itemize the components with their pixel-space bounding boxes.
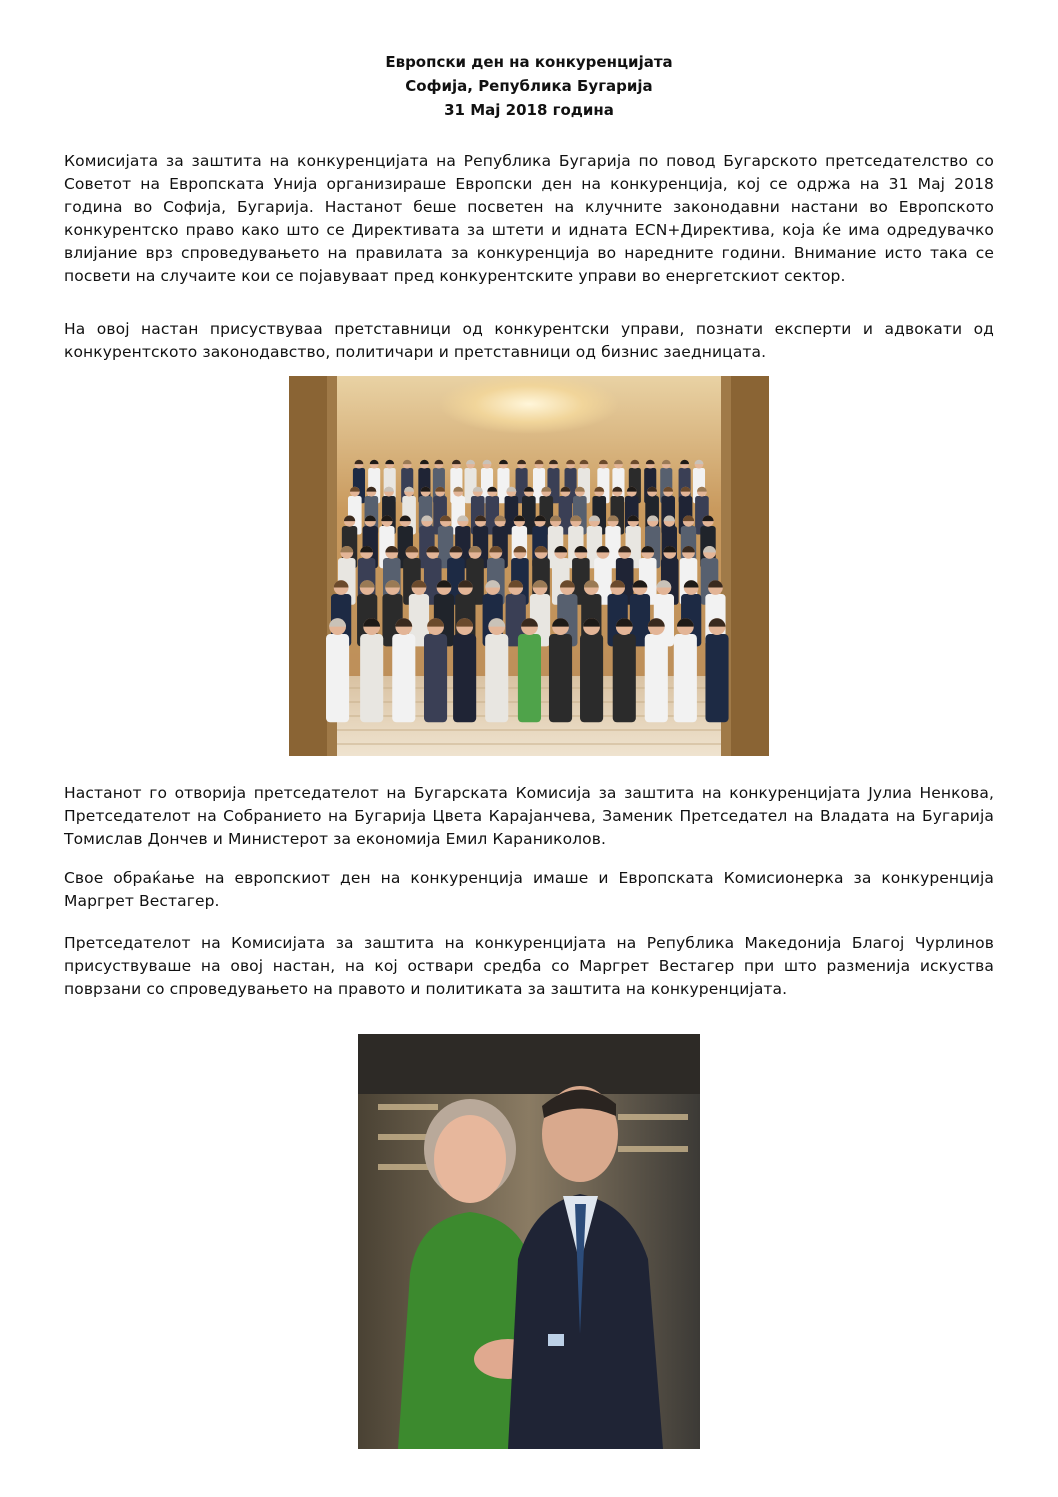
title-line-location: Софија, Република Бугарија xyxy=(405,77,653,95)
document-title-block xyxy=(0,50,1058,122)
title-line-date: 31 Мај 2018 година xyxy=(444,101,614,119)
paragraph-meeting: Претседателот на Комисијата за заштита на конкуренцијата на Република Македонија Благој Чурлинов присуствуваше на овој настан, на кој оствари средба со Маргрет Вестагер при што разменија искуства поврзани со спроведувањето на правото и политиката за заштита на конкуренцијата. xyxy=(64,934,994,998)
paragraph-attendees: На овој настан присуствуваа претставници од конкурентски управи, познати експерти и адвокати од конкурентското законодавство, политичари и претставници од бизнис заедницата. xyxy=(64,320,994,361)
group-photo xyxy=(289,376,769,756)
paragraph-commissioner: Свое обраќање на европскиот ден на конкуренција имаше и Европската Комисионерка за конкуренција Маргрет Вестагер. xyxy=(64,869,994,910)
portrait-photo xyxy=(358,1034,700,1449)
paragraph-intro: Комисијата за заштита на конкуренцијата на Република Бугарија по повод Бугарското претседателство со Советот на Европската Унија организираше Европски ден на конкуренција, кој се одржа на 31 Мај 2018 година во Софија, Бугарија. Настанот беше посветен на клучните законодавни настани во Европското конкурентско право како што се Директивата за штети и идната ECN+Директива, која ќе има одредувачко влијание врз спроведувањето на правилата за конкуренција во наредните години. Внимание исто така се посвети на случаите кои се појавуваат пред конкурентските управи во енергетскиот сектор. xyxy=(64,152,994,285)
title-line-event: Европски ден на конкуренцијата xyxy=(385,53,673,71)
paragraph-opening: Настанот го отворија претседателот на Бугарската Комисија за заштита на конкуренцијата Јулиа Ненкова, Претседателот на Собранието на Бугарија Цвета Карајанчева, Заменик Претседател на Владата на Бугарија Томислав Дончев и Министерот за економија Емил Караниколов. xyxy=(64,784,994,848)
